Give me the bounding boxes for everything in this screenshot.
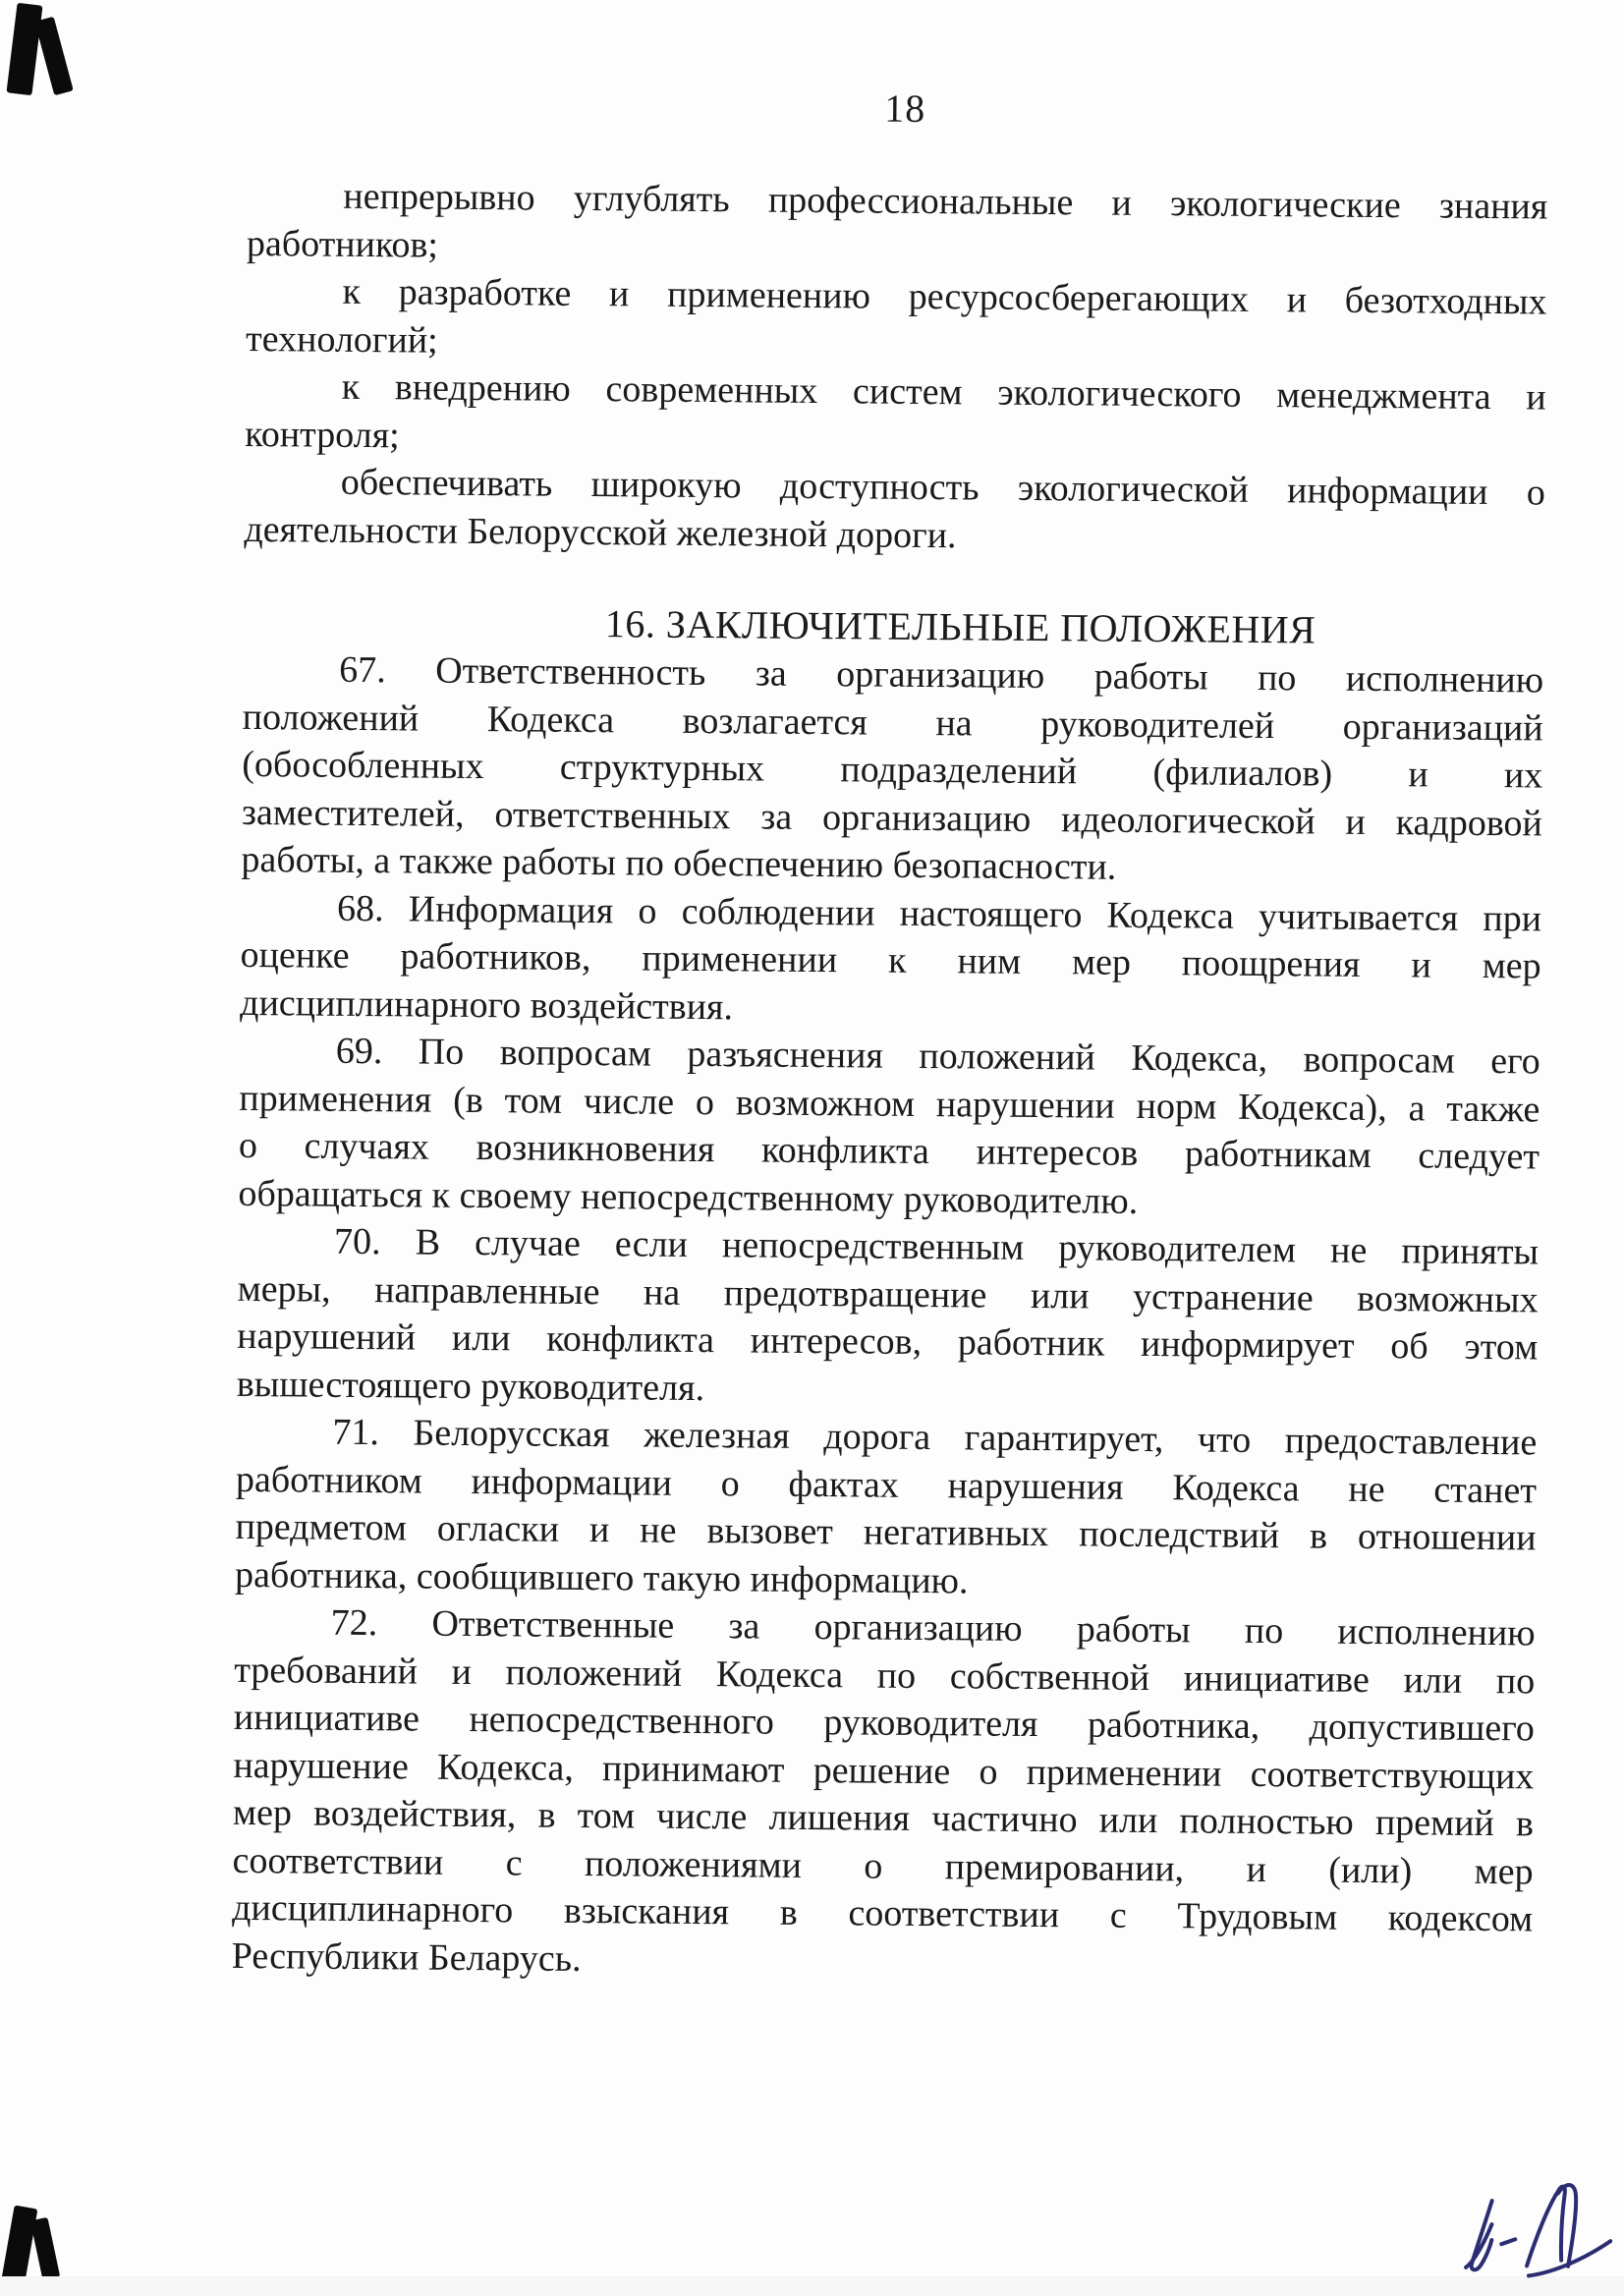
text-line: 68. Информация о соблюдении настоящего Кодекса учитывается при: [336, 887, 1542, 939]
paragraph: [245, 363, 1546, 470]
paragraph: [240, 883, 1541, 1037]
text-line: требований и положений Кодекса по собственной инициативе или по: [234, 1649, 1536, 1702]
paragraph: [235, 1408, 1538, 1610]
text-line: 69. По вопросам разъяснения положений Кодекса, вопросам его: [335, 1030, 1540, 1083]
paragraph: [238, 1027, 1540, 1229]
text-line: 67. Ответственность за организацию работы по исполнению: [339, 648, 1544, 701]
text-line: положений Кодекса возлагается на руководителей организаций: [242, 696, 1543, 749]
text-line: работника, сообщившего такую информацию.: [234, 1553, 969, 1601]
text-line: дисциплинарного взыскания в соответствии с Трудовым кодексом: [232, 1886, 1534, 1940]
text-line: мер воздействия, в том числе лишения частично или полностью премий в: [232, 1791, 1535, 1845]
text-line: контроля;: [245, 413, 400, 456]
text-line: заместителей, ответственных за организацию идеологической и кадровой: [241, 791, 1543, 844]
text-line: технологий;: [245, 317, 438, 362]
text-line: инициативе непосредственного руководителя работника, допустившего: [233, 1696, 1536, 1750]
text-line: непрерывно углублять профессиональные и экологические знания: [343, 175, 1548, 228]
text-line: вышестоящего руководителя.: [236, 1363, 705, 1409]
paragraph: [237, 1217, 1540, 1420]
text-line: нарушение Кодекса, принимают решение о применении соответствующих: [233, 1744, 1535, 1797]
text-line: 72. Ответственные за организацию работы по исполнению: [330, 1601, 1536, 1654]
final-paragraphs: [232, 645, 1544, 1991]
page-number: 18: [884, 85, 926, 131]
text-line: обращаться к своему непосредственному руководителю.: [238, 1172, 1139, 1222]
text-line: дисциплинарного воздействия.: [240, 981, 734, 1028]
text-line: оценке работников, применении к ним мер поощрения и мер: [240, 933, 1541, 987]
text-line: применения (в том числе о возможном нарушении норм Кодекса), а также: [239, 1077, 1540, 1130]
text-line: предметом огласки и не вызовет негативных последствий в отношении: [235, 1505, 1537, 1559]
text-line: работником информации о фактах нарушения Кодекса не станет: [235, 1458, 1538, 1511]
text-line: нарушений или конфликта интересов, работник информирует об этом: [237, 1315, 1539, 1369]
text-line: соответствии с положениями о премировании, и (или) мер: [232, 1839, 1534, 1892]
text-line: деятельности Белорусской железной дороги.: [244, 508, 957, 556]
text-line: о случаях возникновения конфликта интересов работникам следует: [238, 1124, 1540, 1178]
paragraph: [244, 458, 1545, 565]
paragraph: [241, 645, 1543, 895]
text-line: работы, а также работы по обеспечению безопасности.: [241, 838, 1117, 888]
text-line: обеспечивать широкую доступность экологической информации о: [340, 461, 1545, 514]
intro-paragraphs: [244, 172, 1547, 565]
paragraph: [232, 1598, 1536, 1991]
text-line: работников;: [246, 222, 439, 266]
text-line: 71. Белорусская железная дорога гарантирует, что предоставление: [332, 1411, 1538, 1464]
text-line: Республики Беларусь.: [231, 1934, 582, 1980]
paragraph: [247, 172, 1548, 279]
signature: [1462, 2179, 1613, 2288]
text-line: к внедрению современных систем экологического менеджмента и: [341, 365, 1546, 419]
paragraph: [246, 267, 1547, 374]
text-line: меры, направленные на предотвращение или устранение возможных: [237, 1267, 1539, 1320]
section-heading: 16. ЗАКЛЮЧИТЕЛЬНЫЕ ПОЛОЖЕНИЯ: [604, 601, 1316, 652]
text-line: 70. В случае если непосредственным руководителем не приняты: [333, 1220, 1540, 1273]
text-line: к разработке и применению ресурсосберегающих и безотходных: [342, 270, 1547, 323]
text-line: (обособленных структурных подразделений (филиалов) и их: [242, 743, 1543, 797]
